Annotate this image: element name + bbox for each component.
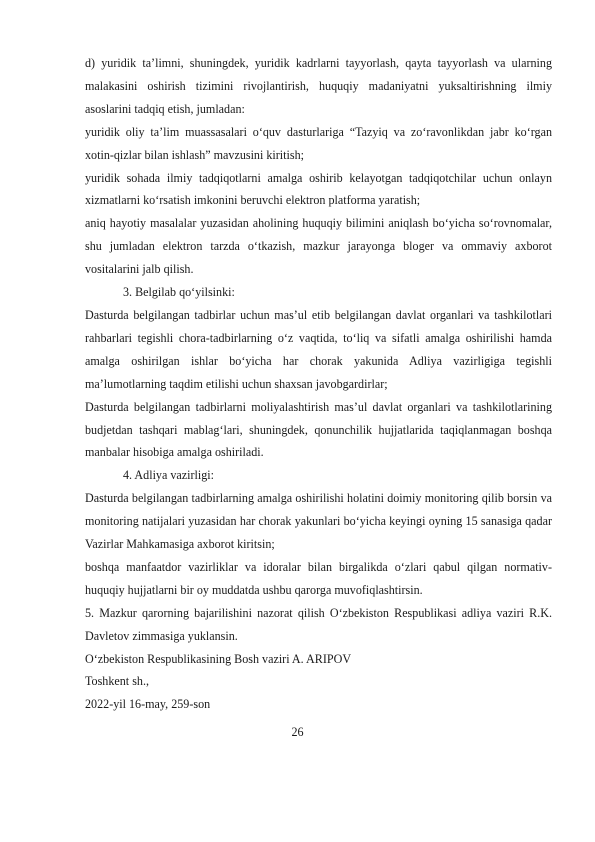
document-body [85, 52, 552, 716]
paragraph-responsibility: Dasturda belgilangan tadbirlar uchun mas’ul etib belgilangan davlat organlari va tashkilotlari rahbarlari tegishli chora-tadbirlarning o‘z vaqtida, to‘liq va sifatli amalga oshirilishi hamda amalga oshirilgan ishlar bo‘yicha har chorak yakunida Adliya vazirligiga tegishli ma’lumotlarning taqdim etilishi uchun shaxsan javobgardirlar; [85, 307, 552, 391]
paragraph-surveys: aniq hayotiy masalalar yuzasidan aholining huquqiy bilimini aniqlash bo‘yicha so‘rovnomalar, shu jumladan elektron tarzda o‘tkazish, mazkur jarayonga bloger va ommaviy axborot vositalarini jalb qilish. [85, 216, 552, 277]
place-line: Toshkent sh., [85, 674, 149, 689]
paragraph-financing: Dasturda belgilangan tadbirlarni moliyalashtirish mas’ul davlat organlari va tashkilotlarining budjetdan tashqari mablag‘lari, shuningdek, qonunchilik hujjatlarida taqiqlanmagan boshqa manbalar hisobiga amalga oshiriladi. [85, 399, 552, 460]
signature-line: O‘zbekiston Respublikasining Bosh vaziri A. ARIPOV [85, 651, 352, 666]
paragraph-control: 5. Mazkur qarorning bajarilishini nazorat qilish O‘zbekiston Respublikasi adliya vaziri R.K. Davletov zimmasiga yuklansin. [85, 605, 552, 643]
paragraph-monitoring: Dasturda belgilangan tadbirlarning amalga oshirilishi holatini doimiy monitoring qilib borsin va monitoring natijalari yuzasidan har chorak yakunlari bo‘yicha keyingi oyning 15 sanasiga qadar Vazirlar Mahkamasiga axborot kiritsin; [85, 491, 552, 552]
section-heading-4: 4. Adliya vazirligi: [123, 468, 215, 483]
date-number-line: 2022-yil 16-may, 259-son [85, 697, 211, 712]
paragraph-electronic-platform: yuridik sohada ilmiy tadqiqotlarni amalga oshirib kelayotgan tadqiqotchilar uchun onlayn xizmatlarni ko‘rsatish imkonini beruvchi elektron platforma yaratish; [85, 170, 552, 208]
section-heading-3: 3. Belgilab qo‘yilsinki: [123, 285, 235, 300]
paragraph-curriculum: yuridik oliy ta’lim muassasalari o‘quv dasturlariga “Tazyiq va zo‘ravonlikdan jabr ko‘rgan xotin-qizlar bilan ishlash” mavzusini kiritish; [85, 124, 552, 162]
paragraph-harmonization: boshqa manfaatdor vazirliklar va idoralar bilan birgalikda o‘zlari qabul qilgan normativ-huquqiy hujjatlarni bir oy muddatda ushbu qarorga muvofiqlashtirsin. [85, 559, 552, 597]
page-number: 26 [291, 725, 304, 739]
paragraph-item-d: d) yuridik ta’limni, shuningdek, yuridik kadrlarni tayyorlash, qayta tayyorlash va ularning malakasini oshirish tizimini rivojlantirish, huquqiy madaniyatni yuksaltirishning ilmiy asoslarini tadqiq etish, jumladan: [85, 56, 552, 116]
